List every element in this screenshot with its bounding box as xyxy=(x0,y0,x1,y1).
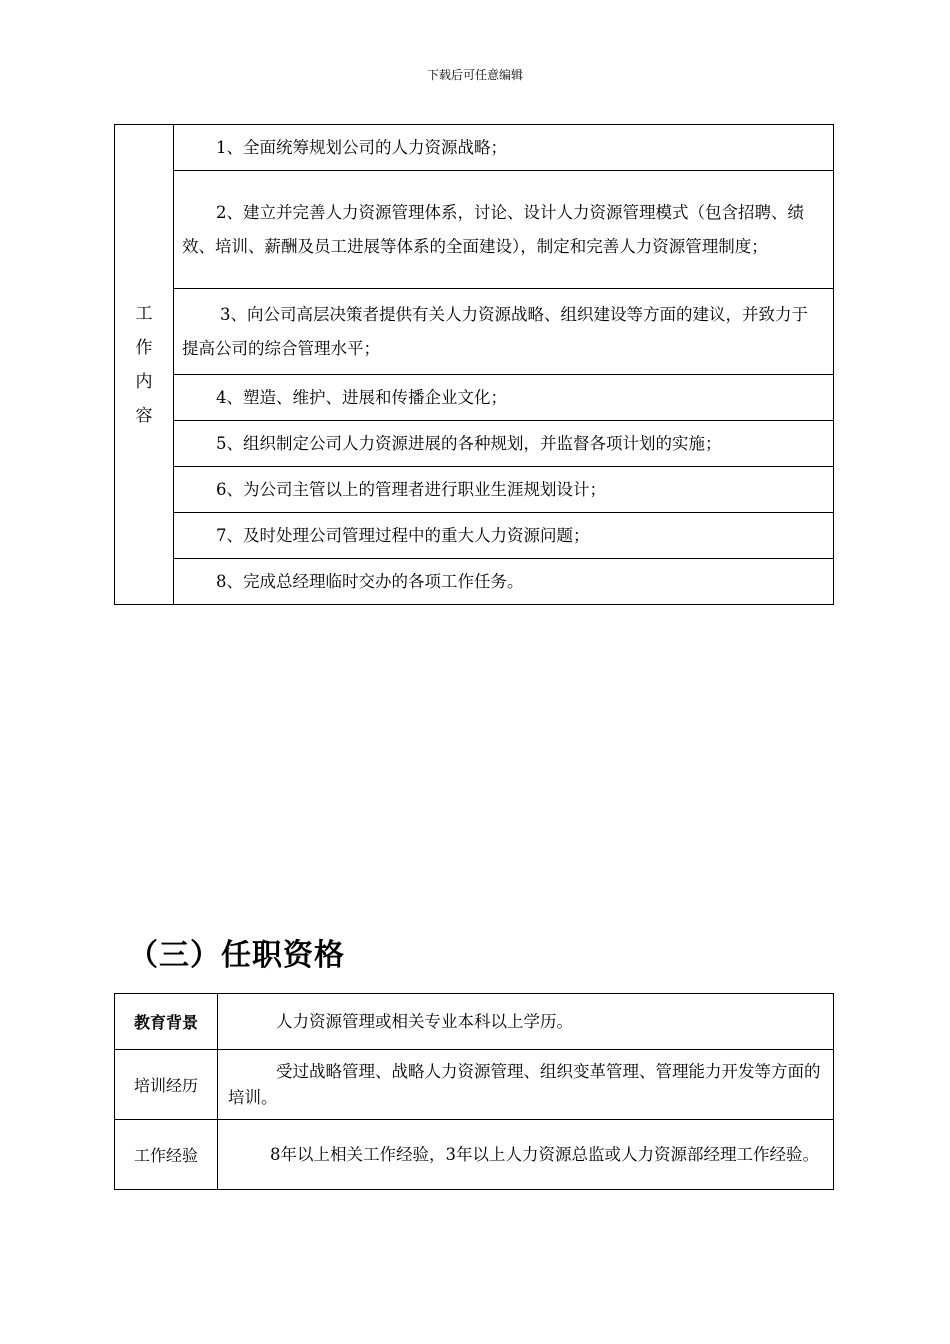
duty-item-5: 5、组织制定公司人力资源进展的各种规划，并监督各项计划的实施； xyxy=(174,421,834,467)
training-value: 受过战略管理、战略人力资源管理、组织变革管理、管理能力开发等方面的培训。 xyxy=(218,1050,834,1120)
label-char: 容 xyxy=(135,405,153,426)
education-label: 教育背景 xyxy=(115,994,218,1050)
work-content-table xyxy=(114,124,834,605)
label-char: 内 xyxy=(135,371,153,392)
work-content-label xyxy=(115,125,174,605)
duty-item-6: 6、为公司主管以上的管理者进行职业生涯规划设计； xyxy=(174,467,834,513)
experience-value: 8年以上相关工作经验，3年以上人力资源总监或人力资源部经理工作经验。 xyxy=(218,1120,834,1190)
experience-label: 工作经验 xyxy=(115,1120,218,1190)
duty-item-3: 3、向公司高层决策者提供有关人力资源战略、组织建设等方面的建议，并致力于提高公司的综合管理水平； xyxy=(174,289,834,375)
label-char: 作 xyxy=(135,337,153,358)
qualification-table xyxy=(114,993,834,1190)
duty-item-4: 4、塑造、维护、进展和传播企业文化； xyxy=(174,375,834,421)
training-label: 培训经历 xyxy=(115,1050,218,1120)
label-char: 工 xyxy=(135,303,153,324)
section-title: （三）任职资格 xyxy=(128,938,345,973)
duty-item-7: 7、及时处理公司管理过程中的重大人力资源问题； xyxy=(174,513,834,559)
duty-item-1: 1、全面统筹规划公司的人力资源战略； xyxy=(174,125,834,171)
duty-item-2: 2、建立并完善人力资源管理体系，讨论、设计人力资源管理模式（包含招聘、绩效、培训、薪酬及员工进展等体系的全面建设），制定和完善人力资源管理制度； xyxy=(174,171,834,289)
header-note: 下载后可任意编辑 xyxy=(426,68,523,82)
duty-item-8: 8、完成总经理临时交办的各项工作任务。 xyxy=(174,559,834,605)
education-value: 人力资源管理或相关专业本科以上学历。 xyxy=(218,994,834,1050)
